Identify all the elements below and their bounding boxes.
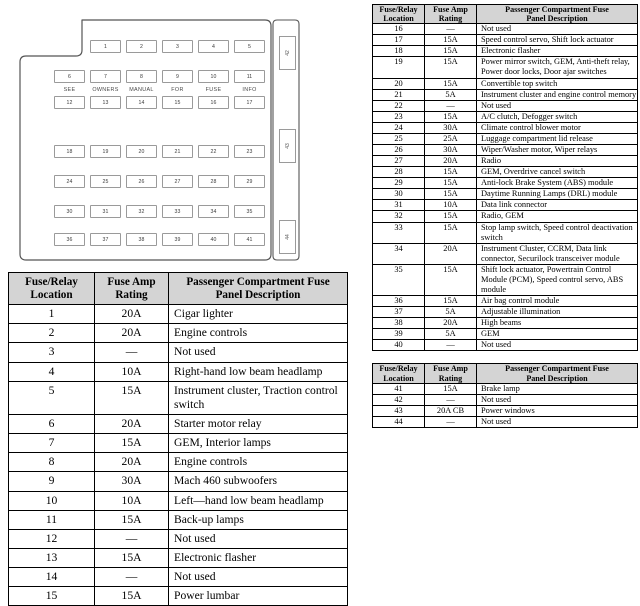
cell-description: Instrument cluster, Traction control switch — [169, 381, 348, 414]
fuse-slot-22[interactable]: 22 — [198, 145, 229, 158]
cell-rating: 30A — [425, 122, 477, 133]
cell-description: High beams — [477, 318, 638, 329]
cell-description: Not used — [169, 343, 348, 362]
table-row — [9, 529, 348, 548]
table-row — [373, 405, 638, 416]
table-row — [9, 343, 348, 362]
header-rating-line1: Fuse Amp — [433, 364, 468, 374]
table-row — [373, 416, 638, 427]
table-row — [373, 100, 638, 111]
cell-location: 8 — [9, 453, 95, 472]
table-row — [9, 472, 348, 491]
fuse-table-3 — [372, 363, 638, 427]
fuse-slot-23[interactable]: 23 — [234, 145, 265, 158]
cell-location: 15 — [9, 587, 95, 606]
cell-rating: 15A — [95, 381, 169, 414]
header-rating-line1: Fuse Amp — [107, 276, 156, 288]
cell-location: 37 — [373, 307, 425, 318]
cell-rating: 15A — [425, 264, 477, 295]
table-header-row — [373, 364, 638, 383]
cell-location: 1 — [9, 305, 95, 324]
fuse-slot-37[interactable]: 37 — [90, 233, 121, 246]
panel-note-word-manual: MANUAL — [129, 87, 154, 93]
fuse-slot-3[interactable]: 3 — [162, 40, 193, 53]
table-row — [373, 89, 638, 100]
fuse-slot-36[interactable]: 36 — [54, 233, 85, 246]
fuse-slot-40[interactable]: 40 — [198, 233, 229, 246]
table-row — [373, 318, 638, 329]
cell-rating: 30A — [425, 144, 477, 155]
fuse-slot-34[interactable]: 34 — [198, 205, 229, 218]
cell-description: Power lumbar — [169, 587, 348, 606]
cell-location: 7 — [9, 434, 95, 453]
cell-description: Not used — [477, 416, 638, 427]
cell-rating: — — [425, 416, 477, 427]
cell-rating: 15A — [425, 178, 477, 189]
fuse-slot-21[interactable]: 21 — [162, 145, 193, 158]
table-row — [373, 329, 638, 340]
fuse-slot-15[interactable]: 15 — [162, 96, 193, 109]
table-row — [9, 305, 348, 324]
cell-description: Adjustable illumination — [477, 307, 638, 318]
header-location-line1: Fuse/Relay — [379, 5, 418, 14]
table-row — [373, 46, 638, 57]
cell-description: Not used — [169, 529, 348, 548]
table-row — [373, 144, 638, 155]
header-description-line2: Panel Description — [526, 14, 588, 24]
cell-description: Speed control servo, Shift lock actuator — [477, 35, 638, 46]
fuse-slot-9[interactable]: 9 — [162, 70, 193, 83]
cell-description: GEM — [477, 329, 638, 340]
header-rating — [95, 273, 169, 305]
cell-location: 3 — [9, 343, 95, 362]
table-row — [373, 167, 638, 178]
header-description — [477, 5, 638, 24]
fuse-slot-11[interactable]: 11 — [234, 70, 265, 83]
cell-location: 36 — [373, 296, 425, 307]
cell-location: 12 — [9, 529, 95, 548]
cell-description: Climate control blower motor — [477, 122, 638, 133]
header-description-line2: Panel Description — [526, 373, 588, 383]
right-column — [372, 4, 638, 428]
cell-location: 2 — [9, 324, 95, 343]
table-row — [9, 414, 348, 433]
cell-location: 44 — [373, 416, 425, 427]
cell-rating: 20A — [425, 318, 477, 329]
cell-description: Instrument cluster and engine control memory — [477, 89, 638, 100]
table-row — [9, 491, 348, 510]
cell-rating: 30A — [95, 472, 169, 491]
table-row — [9, 324, 348, 343]
cell-rating: 15A — [425, 167, 477, 178]
table-row — [9, 568, 348, 587]
fuse-slot-6[interactable]: 6 — [54, 70, 85, 83]
fuse-slot-1[interactable]: 1 — [90, 40, 121, 53]
cell-description: A/C clutch, Defogger switch — [477, 111, 638, 122]
fuse-slot-42[interactable] — [279, 36, 296, 70]
fuse-slot-20[interactable]: 20 — [126, 145, 157, 158]
cell-rating: 20A — [95, 453, 169, 472]
fuse-slot-25[interactable]: 25 — [90, 175, 121, 188]
table-row — [373, 122, 638, 133]
table-row — [9, 381, 348, 414]
cell-location: 30 — [373, 189, 425, 200]
cell-description: Electronic flasher — [477, 46, 638, 57]
table-row — [9, 434, 348, 453]
table-row — [373, 340, 638, 351]
table-row — [373, 264, 638, 295]
header-location-line1: Fuse/Relay — [25, 276, 78, 288]
fuse-slot-44-label: 44 — [284, 234, 291, 240]
fuse-slot-31[interactable]: 31 — [90, 205, 121, 218]
cell-rating: 10A — [95, 491, 169, 510]
cell-description: Instrument Cluster, CCRM, Data link connector, Securilock transceiver module — [477, 243, 638, 264]
cell-rating: 15A — [425, 78, 477, 89]
cell-location: 28 — [373, 167, 425, 178]
cell-location: 13 — [9, 548, 95, 567]
fuse-slot-28[interactable]: 28 — [198, 175, 229, 188]
cell-description: Engine controls — [169, 324, 348, 343]
cell-rating: 15A — [425, 57, 477, 78]
fuse-slot-8[interactable]: 8 — [126, 70, 157, 83]
panel-note-word-for: FOR — [171, 87, 184, 93]
table-row — [373, 200, 638, 211]
table-row — [373, 78, 638, 89]
header-location-line2: Location — [383, 14, 414, 24]
cell-description: Mach 460 subwoofers — [169, 472, 348, 491]
cell-description: Not used — [477, 24, 638, 35]
cell-location: 33 — [373, 222, 425, 243]
table-row — [373, 189, 638, 200]
cell-rating: — — [425, 394, 477, 405]
fuse-slot-17[interactable]: 17 — [234, 96, 265, 109]
header-location — [9, 273, 95, 305]
fuse-slot-14[interactable]: 14 — [126, 96, 157, 109]
header-rating-line1: Fuse Amp — [433, 5, 468, 14]
table-row — [373, 307, 638, 318]
fuse-slot-18[interactable]: 18 — [54, 145, 85, 158]
panel-note-word-owners: OWNERS — [92, 87, 119, 93]
cell-location: 11 — [9, 510, 95, 529]
fuse-table-1 — [8, 272, 348, 606]
cell-description: Not used — [169, 568, 348, 587]
cell-rating: 25A — [425, 133, 477, 144]
fuse-slot-19[interactable]: 19 — [90, 145, 121, 158]
cell-rating: 15A — [95, 510, 169, 529]
cell-location: 22 — [373, 100, 425, 111]
cell-description: Right-hand low beam headlamp — [169, 362, 348, 381]
cell-rating: — — [95, 529, 169, 548]
cell-rating: 15A — [425, 189, 477, 200]
fuse-slot-29[interactable]: 29 — [234, 175, 265, 188]
header-description-line2: Panel Description — [215, 288, 301, 301]
table-row — [373, 35, 638, 46]
cell-description: Back-up lamps — [169, 510, 348, 529]
cell-rating: 20A CB — [425, 405, 477, 416]
fuse-slot-41[interactable]: 41 — [234, 233, 265, 246]
cell-description: Data link connector — [477, 200, 638, 211]
fuse-slot-43[interactable] — [279, 129, 296, 163]
cell-location: 38 — [373, 318, 425, 329]
header-description — [477, 364, 638, 383]
fuse-slot-35[interactable]: 35 — [234, 205, 265, 218]
fuse-table-2 — [372, 4, 638, 351]
header-location-line2: Location — [383, 373, 414, 383]
cell-location: 20 — [373, 78, 425, 89]
cell-location: 21 — [373, 89, 425, 100]
cell-description: Power mirror switch, GEM, Anti-theft relay, Power door locks, Door ajar switches — [477, 57, 638, 78]
cell-rating: 15A — [425, 111, 477, 122]
table-row — [9, 362, 348, 381]
table-header-row — [373, 5, 638, 24]
cell-location: 17 — [373, 35, 425, 46]
cell-rating: 15A — [425, 211, 477, 222]
cell-location: 26 — [373, 144, 425, 155]
cell-description: Left—hand low beam headlamp — [169, 491, 348, 510]
cell-description: Wiper/Washer motor, Wiper relays — [477, 144, 638, 155]
table-row — [9, 510, 348, 529]
cell-location: 32 — [373, 211, 425, 222]
fuse-slot-12[interactable]: 12 — [54, 96, 85, 109]
fuse-slot-38[interactable]: 38 — [126, 233, 157, 246]
header-rating-line2: Rating — [115, 288, 148, 301]
table-row — [373, 178, 638, 189]
cell-rating: — — [425, 340, 477, 351]
cell-description: Convertible top switch — [477, 78, 638, 89]
cell-rating: 15A — [425, 296, 477, 307]
fuse-slot-39[interactable]: 39 — [162, 233, 193, 246]
fuse-panel-diagram — [12, 14, 300, 264]
table-row — [9, 587, 348, 606]
cell-description: Anti-lock Brake System (ABS) module — [477, 178, 638, 189]
cell-location: 42 — [373, 394, 425, 405]
cell-location: 10 — [9, 491, 95, 510]
cell-rating: 5A — [425, 329, 477, 340]
cell-location: 14 — [9, 568, 95, 587]
table-row — [373, 156, 638, 167]
cell-location: 35 — [373, 264, 425, 295]
cell-rating: 20A — [425, 156, 477, 167]
header-description — [169, 273, 348, 305]
table-row — [373, 211, 638, 222]
cell-rating: 15A — [425, 35, 477, 46]
table-row — [373, 296, 638, 307]
cell-rating: 20A — [95, 305, 169, 324]
cell-location: 27 — [373, 156, 425, 167]
header-description-line1: Passenger Compartment Fuse — [186, 276, 330, 288]
table-header-row — [9, 273, 348, 305]
cell-rating: 15A — [425, 383, 477, 394]
cell-rating: 15A — [95, 587, 169, 606]
table-row — [373, 243, 638, 264]
cell-description: GEM, Overdrive cancel switch — [477, 167, 638, 178]
fuse-slot-7[interactable]: 7 — [90, 70, 121, 83]
fuse-slot-26[interactable]: 26 — [126, 175, 157, 188]
cell-description: Shift lock actuator, Powertrain Control Module (PCM), Speed control servo, ABS module — [477, 264, 638, 295]
header-location-line2: Location — [30, 288, 73, 301]
cell-location: 43 — [373, 405, 425, 416]
cell-description: Electronic flasher — [169, 548, 348, 567]
fuse-grid — [12, 14, 300, 264]
cell-rating: 20A — [425, 243, 477, 264]
fuse-slot-27[interactable]: 27 — [162, 175, 193, 188]
cell-description: Not used — [477, 340, 638, 351]
cell-location: 34 — [373, 243, 425, 264]
cell-description: Air bag control module — [477, 296, 638, 307]
cell-description: Daytime Running Lamps (DRL) module — [477, 189, 638, 200]
fuse-slot-44[interactable] — [279, 220, 296, 254]
fuse-slot-5[interactable]: 5 — [234, 40, 265, 53]
cell-location: 39 — [373, 329, 425, 340]
cell-location: 19 — [373, 57, 425, 78]
header-rating — [425, 5, 477, 24]
cell-location: 4 — [9, 362, 95, 381]
cell-rating: 10A — [95, 362, 169, 381]
table-row — [373, 394, 638, 405]
cell-rating: 15A — [425, 46, 477, 57]
cell-rating: — — [425, 100, 477, 111]
fuse-slot-10[interactable]: 10 — [198, 70, 229, 83]
cell-rating: — — [425, 24, 477, 35]
cell-location: 40 — [373, 340, 425, 351]
header-description-line1: Passenger Compartment Fuse — [505, 5, 609, 14]
cell-rating: 20A — [95, 414, 169, 433]
cell-rating: 10A — [425, 200, 477, 211]
cell-rating: 15A — [95, 548, 169, 567]
cell-description: GEM, Interior lamps — [169, 434, 348, 453]
header-location — [373, 5, 425, 24]
fuse-slot-43-label: 43 — [284, 143, 291, 149]
cell-description: Luggage compartment lid release — [477, 133, 638, 144]
cell-description: Not used — [477, 100, 638, 111]
cell-location: 16 — [373, 24, 425, 35]
cell-location: 29 — [373, 178, 425, 189]
fuse-slot-42-label: 42 — [284, 50, 291, 56]
header-rating — [425, 364, 477, 383]
fuse-slot-24[interactable]: 24 — [54, 175, 85, 188]
table-row — [9, 453, 348, 472]
cell-rating: — — [95, 568, 169, 587]
fuse-slot-2[interactable]: 2 — [126, 40, 157, 53]
fuse-slot-4[interactable]: 4 — [198, 40, 229, 53]
cell-location: 25 — [373, 133, 425, 144]
header-location — [373, 364, 425, 383]
cell-location: 24 — [373, 122, 425, 133]
fuse-slot-32[interactable]: 32 — [126, 205, 157, 218]
panel-note-word-fuse: FUSE — [205, 87, 222, 93]
table-row — [373, 24, 638, 35]
cell-description: Cigar lighter — [169, 305, 348, 324]
cell-description: Engine controls — [169, 453, 348, 472]
cell-location: 6 — [9, 414, 95, 433]
cell-location: 23 — [373, 111, 425, 122]
header-description-line1: Passenger Compartment Fuse — [505, 364, 609, 374]
header-rating-line2: Rating — [438, 373, 463, 383]
cell-description: Radio, GEM — [477, 211, 638, 222]
panel-note-word-see: SEE — [63, 87, 76, 93]
table-row — [373, 111, 638, 122]
cell-location: 18 — [373, 46, 425, 57]
cell-description: Radio — [477, 156, 638, 167]
cell-location: 41 — [373, 383, 425, 394]
fuse-slot-16[interactable]: 16 — [198, 96, 229, 109]
table-row — [373, 383, 638, 394]
cell-rating: 15A — [425, 222, 477, 243]
cell-rating: 15A — [95, 434, 169, 453]
cell-rating: 5A — [425, 89, 477, 100]
fuse-slot-30[interactable]: 30 — [54, 205, 85, 218]
cell-location: 31 — [373, 200, 425, 211]
table-row — [9, 548, 348, 567]
fuse-slot-33[interactable]: 33 — [162, 205, 193, 218]
panel-note-word-info: INFO — [242, 87, 257, 93]
cell-description: Brake lamp — [477, 383, 638, 394]
cell-description: Starter motor relay — [169, 414, 348, 433]
header-location-line1: Fuse/Relay — [379, 364, 418, 374]
table-row — [373, 222, 638, 243]
table-row — [373, 133, 638, 144]
table-row — [373, 57, 638, 78]
header-rating-line2: Rating — [438, 14, 463, 24]
cell-rating: 20A — [95, 324, 169, 343]
cell-rating: — — [95, 343, 169, 362]
cell-description: Not used — [477, 394, 638, 405]
cell-location: 9 — [9, 472, 95, 491]
cell-rating: 5A — [425, 307, 477, 318]
cell-description: Power windows — [477, 405, 638, 416]
fuse-slot-13[interactable]: 13 — [90, 96, 121, 109]
cell-description: Stop lamp switch, Speed control deactivation switch — [477, 222, 638, 243]
cell-location: 5 — [9, 381, 95, 414]
